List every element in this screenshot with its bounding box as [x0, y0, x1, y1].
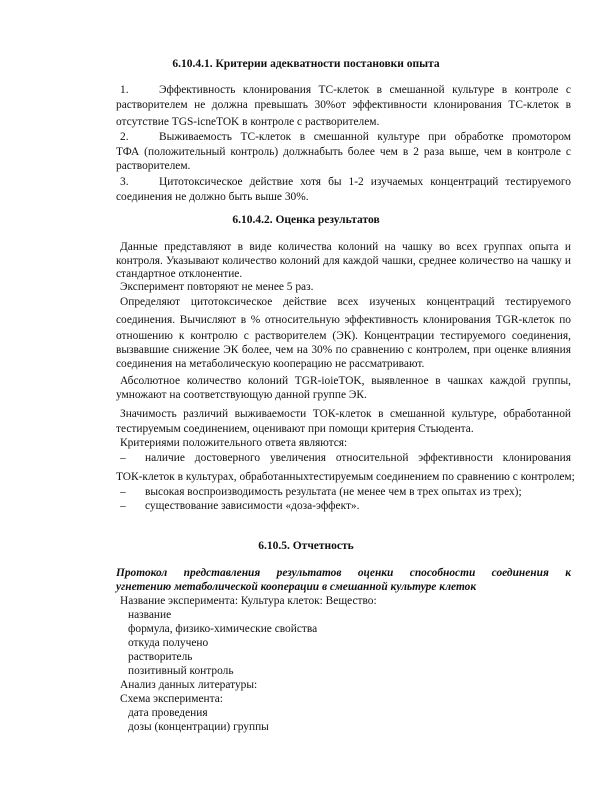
results-line-14: Критериями положительного ответа являются:	[120, 437, 348, 449]
results-line-1: Данные представляют в виде количества колоний на чашку во всех группах опыта и	[120, 241, 571, 253]
criteria-line-1: Эффективность клонирования ТС-клеток в смешанной культуре в контроле с	[159, 84, 571, 96]
experiment-name-label: Название эксперимента: Культура клеток: Вещество:	[120, 595, 377, 607]
scheme-item: дата проведения	[128, 707, 208, 719]
protocol-title-line-1: Протокол представления результатов оценки способности соединения к	[116, 567, 571, 579]
results-line-7: отношению к контролю с растворителем (ЭК). Концентрации тестируемого соединения,	[116, 330, 571, 342]
list-number-2: 2.	[120, 131, 129, 143]
results-line-15: наличие достоверного увеличения относительной эффективности клонирования	[145, 452, 571, 464]
section-heading-criteria: 6.10.4.1. Критерии адекватности постановки опыта	[172, 58, 440, 70]
criteria-line-7: Цитотоксическое действие хотя бы 1-2 изучаемых концентраций тестируемого	[159, 176, 571, 188]
results-line-16: ТОК-клеток в культурах, обработанныхтестируемым соединением по сравнению с контролем;	[116, 471, 575, 483]
protocol-title-line-2: угнетению метаболической кооперации в смешанной культуре клеток	[116, 581, 477, 593]
literature-label: Анализ данных литературы:	[120, 679, 258, 691]
protocol-item: позитивный контроль	[128, 665, 234, 677]
scheme-item: дозы (концентрации) группы	[128, 721, 269, 733]
protocol-item: откуда получено	[128, 637, 209, 649]
protocol-item: название	[128, 609, 172, 621]
scheme-label: Схема эксперимента:	[120, 693, 223, 705]
section-heading-results: 6.10.4.2. Оценка результатов	[232, 214, 380, 226]
list-dash-2: –	[120, 486, 126, 498]
criteria-line-8: соединения не должно быть выше 30%.	[116, 191, 309, 203]
list-number-1: 1.	[120, 84, 129, 96]
protocol-item: формула, физико-химические свойства	[128, 623, 318, 635]
results-line-5: Определяют цитотоксическое действие всех изученых концентраций тестируемого	[120, 296, 571, 308]
results-line-4: Эксперимент повторяют не менее 5 раз.	[120, 281, 314, 293]
results-line-12: Значимость различий выживаемости ТОК-клеток в смешанной культуре, обработанной	[120, 408, 571, 420]
results-line-17: высокая воспроизводимость результата (не менее чем в трех опытах из трех);	[145, 486, 522, 498]
criteria-line-2: растворителем не должна превышать 30%от эффективности клонирования ТС-клеток в	[116, 99, 571, 111]
results-line-13: тестируемым соединением, оценивают при помощи критерия Стьюдента.	[116, 423, 474, 435]
criteria-line-4: Выживаемость ТС-клеток в смешанной культуре при обработке промотором	[159, 131, 571, 143]
results-line-6: соединения. Вычисляют в % относительную эффективность клонирования TGR-клеток по	[116, 314, 571, 326]
section-heading-reporting: 6.10.5. Отчетность	[258, 540, 354, 552]
results-line-18: существование зависимости «доза-эффект».	[145, 500, 360, 512]
list-dash-3: –	[120, 500, 126, 512]
results-line-3: стандартное отклонентие.	[116, 268, 243, 280]
criteria-line-3: отсутствие TGS-icneTOK в контроле с растворителем.	[116, 116, 380, 128]
results-line-9: соединения на метаболическую кооперацию не рассматривают.	[116, 358, 425, 370]
results-line-10: Абсолютное количество колоний TGR-ioieTOK, выявленное в чашках каждой группы,	[120, 375, 571, 387]
list-dash-1: –	[120, 452, 126, 464]
protocol-item: растворитель	[128, 651, 193, 663]
criteria-line-6: растворителем.	[116, 160, 191, 172]
list-number-3: 3.	[120, 176, 129, 188]
results-line-8: вызвавшие снижение ЭК более, чем на 30% по сравнению с контролем, при оценке влияния	[116, 344, 571, 356]
criteria-line-5: ТФА (положительный контроль) должнабыть более чем в 2 раза выше, чем в контроле с	[116, 146, 571, 158]
results-line-2: контроля. Указывают количество колоний для каждой чашки, среднее количество на чашку и	[116, 255, 571, 267]
results-line-11: умножают на соответствующую данной группе ЭК.	[116, 389, 367, 401]
